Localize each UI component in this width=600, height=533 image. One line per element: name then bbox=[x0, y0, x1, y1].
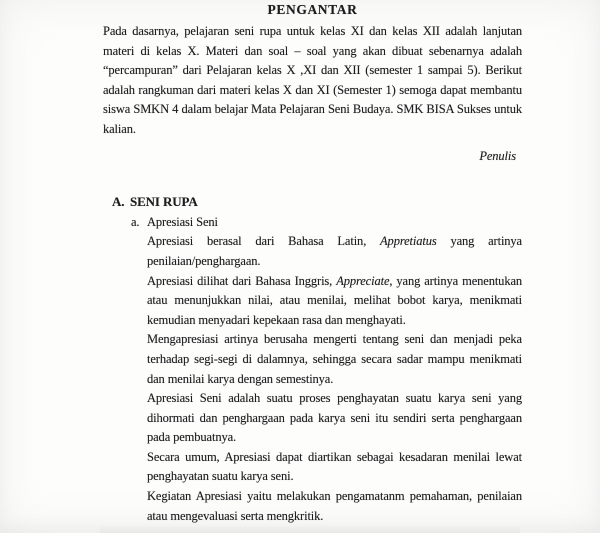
scan-artifact bbox=[100, 525, 520, 533]
document-content bbox=[103, 2, 522, 526]
paragraph-text: yang artinya penilaian/penghargaan. bbox=[147, 234, 522, 268]
section-heading-seni-rupa bbox=[103, 192, 522, 212]
english-term: Appreciate bbox=[336, 273, 390, 288]
subsection-title: Apresiasi Seni bbox=[147, 214, 218, 229]
paragraph-apresiasi-seni-adalah bbox=[147, 389, 522, 448]
paragraph-mengapresiasi bbox=[147, 330, 522, 389]
paragraph-text: Secara umum, Apresiasi dapat diartikan sebagai kesadaran menilai lewat penghayatan suatu karya seni. bbox=[147, 449, 522, 484]
paragraph-definition-latin bbox=[147, 232, 522, 271]
author-signature: Penulis bbox=[479, 148, 516, 163]
subsection-heading-apresiasi-seni bbox=[103, 213, 522, 233]
latin-term: Appretiatus bbox=[380, 234, 437, 249]
paragraph-text: Apresiasi berasal dari Bahasa Latin, bbox=[147, 234, 381, 249]
paragraph-definition-english bbox=[147, 272, 522, 331]
subsection-paragraphs bbox=[147, 232, 522, 526]
paragraph-text: Apresiasi Seni adalah suatu proses penghayatan suatu karya seni yang dihormati dan penghargaan pada karya seni itu sendiri serta penghargaan pada pembuatnya. bbox=[147, 391, 522, 445]
section-title: SENI RUPA bbox=[130, 194, 198, 210]
paragraph-text: Apresiasi dilihat dari Bahasa Inggris, bbox=[147, 273, 337, 288]
intro-paragraph: Pada dasarnya, pelajaran seni rupa untuk kelas XI dan kelas XII adalah lanjutan materi di kelas X. Materi dan soal – soal yang akan dibuat sebenarnya adalah “percampuran” dari Pelajaran kelas X ,XI dan XII (semester 1 sampai 5). Berikut adalah rangkuman dari materi kelas X dan XI (Semester 1) semoga dapat membantu siswa SMKN 4 dalam belajar Mata Pelajaran Seni Budaya. SMK BISA Sukses untuk kalian. bbox=[103, 24, 522, 136]
paragraph-text: Mengapresiasi artinya berusaha mengerti tentang seni dan menjadi peka terhadap segi-segi di dalamnya, sehingga secara sadar mampu menikmati dan menilai karya dengan semestinya. bbox=[147, 332, 522, 386]
paragraph-secara-umum bbox=[147, 448, 522, 487]
paragraph-text: , yang artinya menentukan atau menunjukkan nilai, atau menilai, melihat bobot karya, menikmati kemudian menyadari kepekaan rasa dan menghayati. bbox=[147, 273, 523, 327]
paragraph-text: Kegiatan Apresiasi yaitu melakukan pengamatanm pemahaman, penilaian atau mengevaluasi serta mengkritik. bbox=[147, 489, 522, 523]
page-title: PENGANTAR bbox=[267, 2, 358, 17]
paragraph-kegiatan-apresiasi bbox=[147, 487, 522, 526]
subsection-label: a. bbox=[131, 214, 140, 229]
section-label: A. bbox=[112, 194, 125, 210]
